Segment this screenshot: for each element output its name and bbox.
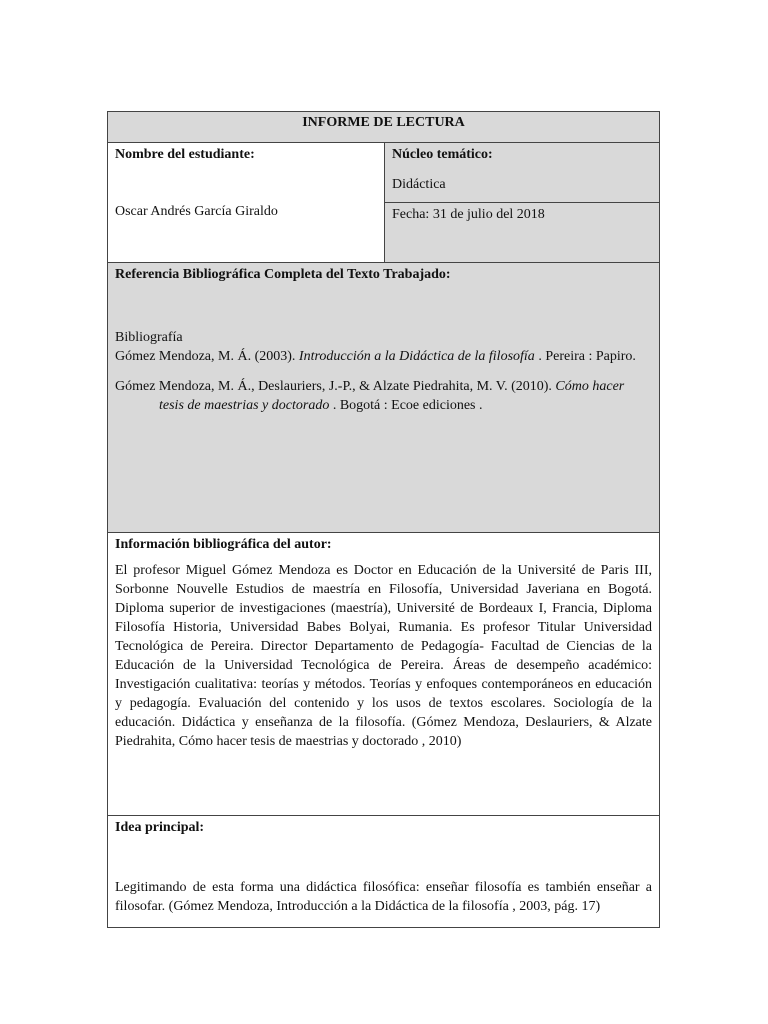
idea-text: Legitimando de esta forma una didáctica filosófica: enseñar filosofía es también enseñar a filosofar. (Gómez Mendoza, Introducción a la Didáctica de la filosofía , 2003, pág. 17) bbox=[115, 880, 652, 914]
autor-cell bbox=[108, 533, 660, 816]
nucleo-label: Núcleo temático: bbox=[392, 147, 493, 162]
autor-label: Información bibliográfica del autor: bbox=[115, 537, 332, 552]
bib-entry-authors: Gómez Mendoza, M. Á. (2003). bbox=[115, 349, 299, 364]
student-label: Nombre del estudiante: bbox=[115, 147, 255, 162]
bibliografia-heading: Bibliografía bbox=[115, 330, 183, 345]
autor-text: El profesor Miguel Gómez Mendoza es Doctor en Educación de la Université de Paris III, Sorbonne Nouvelle Estudios de maestría en Filosofía, Universidad Javeriana en Bogotá. Diploma superior de investigaciones (maestría), Université de Bordeaux I, Francia, Diploma Filosofía Historia, Universidad Babes Bolyai, Rumania. Es profesor Titular Universidad Tecnológica de Pereira. Director Departamento de Pedagogía- Facultad de Ciencias de la Educación de la Universidad Tecnológica de Pereira. Áreas de desempeño académico: Investigación cualitativa: teorías y métodos. Teorías y enfoques contemporáneos en educación y pedagogía. Evaluación del contenido y los usos de textos escolares. Sociología de la educación. Didáctica y enseñanza de la filosofía. (Gómez Mendoza, Deslauriers, & Alzate Piedrahita, Cómo hacer tesis de maestrias y doctorado , 2010) bbox=[115, 563, 652, 749]
form-title-text: INFORME DE LECTURA bbox=[302, 115, 465, 130]
referencia-cell bbox=[108, 263, 660, 533]
nucleo-value: Didáctica bbox=[392, 177, 446, 192]
bib-entry-title: Cómo hacer tesis de maestrias y doctorado bbox=[159, 379, 625, 413]
nucleo-cell bbox=[385, 143, 660, 203]
bib-entry bbox=[115, 347, 652, 366]
bib-entry bbox=[115, 377, 652, 415]
reading-report-form bbox=[107, 111, 660, 928]
referencia-label: Referencia Bibliográfica Completa del Texto Trabajado: bbox=[115, 267, 451, 282]
fecha-text: Fecha: 31 de julio del 2018 bbox=[392, 207, 545, 222]
form-title bbox=[108, 112, 660, 143]
bib-entry-title: Introducción a la Didáctica de la filosofía bbox=[298, 349, 535, 364]
bib-entry-publisher: . Pereira : Papiro. bbox=[534, 349, 636, 364]
student-name: Oscar Andrés García Giraldo bbox=[115, 204, 278, 219]
idea-label: Idea principal: bbox=[115, 820, 205, 835]
student-cell bbox=[108, 143, 385, 263]
idea-cell bbox=[108, 816, 660, 928]
bib-entry-authors: Gómez Mendoza, M. Á., Deslauriers, J.-P., & Alzate Piedrahita, M. V. (2010). bbox=[115, 379, 556, 394]
fecha-cell bbox=[385, 203, 660, 263]
bib-entry-publisher: . Bogotá : Ecoe ediciones . bbox=[329, 398, 483, 413]
